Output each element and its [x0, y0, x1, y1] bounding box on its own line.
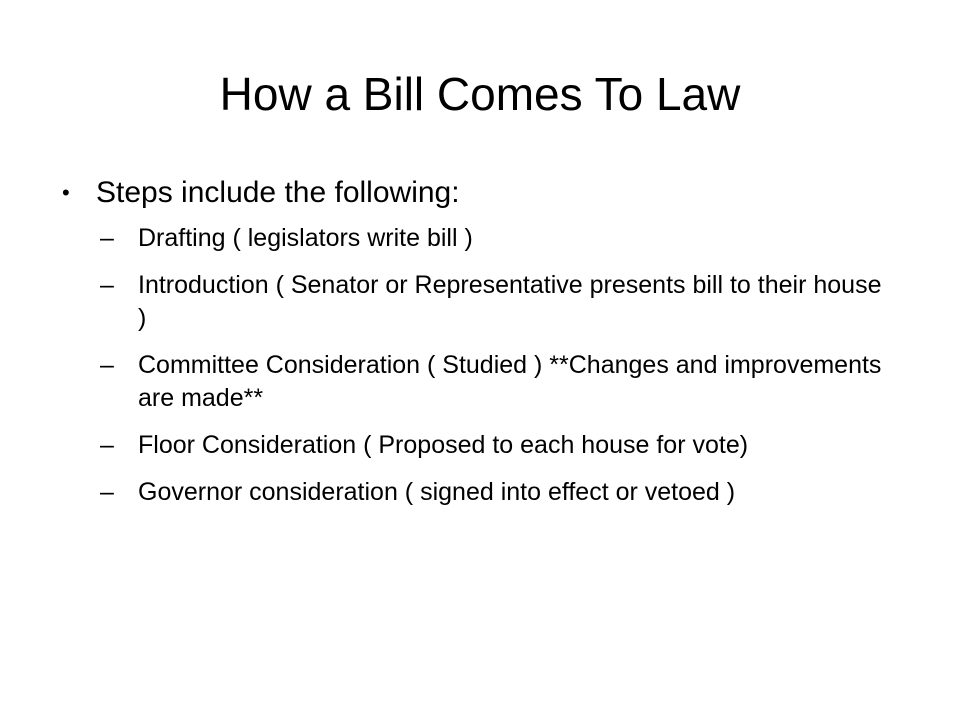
sub-bullet-text: Introduction ( Senator or Representative presents bill to their house ) [138, 271, 882, 332]
sub-bullet-drafting [62, 222, 892, 255]
dash-marker: – [100, 271, 114, 299]
sub-bullet-list [62, 222, 892, 509]
slide-body [62, 170, 892, 523]
slide-title: How a Bill Comes To Law [219, 68, 741, 120]
dash-marker: – [100, 431, 114, 459]
sub-bullet-text: Drafting ( legislators write bill ) [138, 224, 473, 252]
sub-bullet-text: Committee Consideration ( Studied ) **Changes and improvements are made** [138, 351, 882, 412]
sub-bullet-text: Governor consideration ( signed into effect or vetoed ) [138, 478, 736, 506]
sub-bullet-committee [62, 349, 892, 415]
sub-bullet-introduction [62, 269, 892, 335]
dash-marker: – [100, 351, 114, 379]
sub-bullet-text: Floor Consideration ( Proposed to each house for vote) [138, 431, 749, 459]
dash-marker: – [100, 224, 114, 252]
sub-bullet-floor [62, 429, 892, 462]
main-bullet-text: Steps include the following: [96, 176, 460, 209]
bullet-marker: • [62, 180, 70, 205]
dash-marker: – [100, 478, 114, 506]
sub-bullet-governor [62, 476, 892, 509]
main-bullet [62, 170, 892, 216]
